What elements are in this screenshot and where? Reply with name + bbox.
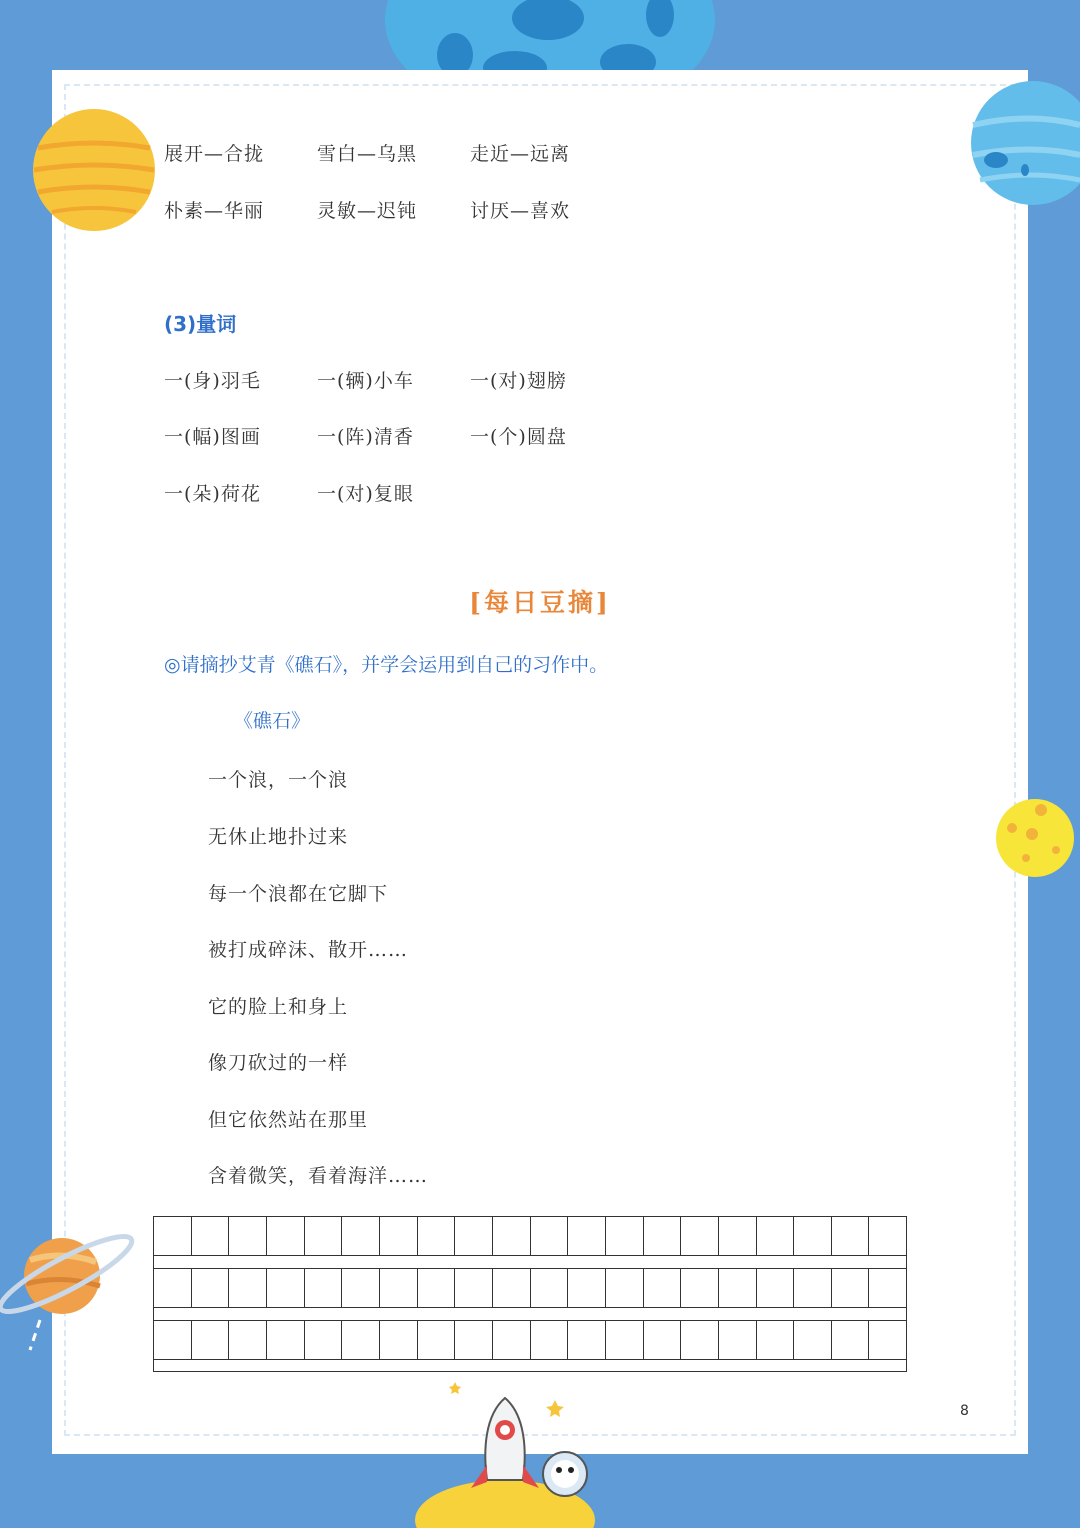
writing-grid-gap [153,1360,907,1372]
antonym-pair: 走近—远离 [470,143,571,165]
writing-cell[interactable] [229,1269,267,1307]
writing-cell[interactable] [757,1217,795,1255]
writing-cell[interactable] [267,1321,305,1359]
writing-cell[interactable] [493,1321,531,1359]
antonym-pair: 雪白—乌黑 [317,143,418,165]
writing-cell[interactable] [757,1321,795,1359]
measure-word: 一(阵)清香 [317,426,414,448]
poem-line: 像刀砍过的一样 [208,1052,349,1074]
measure-word-row [164,422,623,449]
writing-cell[interactable] [493,1269,531,1307]
writing-cell[interactable] [794,1217,832,1255]
yellow-moon-icon [996,798,1076,878]
measure-word: 一(对)翅膀 [470,370,567,392]
poem-line: 无休止地扑过来 [208,826,349,848]
writing-cell[interactable] [418,1269,456,1307]
writing-cell[interactable] [342,1217,380,1255]
writing-cell[interactable] [305,1217,343,1255]
antonym-pair: 展开—合拢 [164,143,265,165]
writing-cell[interactable] [794,1321,832,1359]
antonym-pair: 朴素—华丽 [164,200,265,222]
measure-word: 一(幅)图画 [164,426,261,448]
writing-cell[interactable] [380,1269,418,1307]
poem-line: 它的脸上和身上 [208,996,349,1018]
writing-cell[interactable] [869,1269,907,1307]
writing-cell[interactable] [644,1269,682,1307]
writing-cell[interactable] [531,1321,569,1359]
writing-grid-row [153,1268,907,1308]
writing-grid-row [153,1216,907,1256]
writing-cell[interactable] [154,1321,192,1359]
writing-cell[interactable] [568,1321,606,1359]
writing-cell[interactable] [681,1321,719,1359]
poem-line: 每一个浪都在它脚下 [208,883,389,905]
writing-cell[interactable] [606,1217,644,1255]
writing-cell[interactable] [305,1269,343,1307]
rocket-panda-icon [405,1370,615,1528]
measure-word: 一(朵)荷花 [164,483,261,505]
writing-cell[interactable] [342,1269,380,1307]
writing-cell[interactable] [455,1269,493,1307]
writing-cell[interactable] [832,1217,870,1255]
measure-word: 一(身)羽毛 [164,370,261,392]
writing-cell[interactable] [757,1269,795,1307]
antonym-pair: 讨厌—喜欢 [470,200,571,222]
writing-cell[interactable] [531,1269,569,1307]
excerpt-instruction: ◎请摘抄艾青《礁石》，并学会运用到自己的习作中。 [164,654,609,676]
writing-cell[interactable] [154,1217,192,1255]
writing-cell[interactable] [305,1321,343,1359]
writing-cell[interactable] [832,1321,870,1359]
poem-line: 含着微笑，看着海洋…… [208,1165,429,1187]
writing-cell[interactable] [455,1217,493,1255]
writing-cell[interactable] [267,1217,305,1255]
daily-excerpt-title: [每日豆摘] [469,588,611,617]
writing-cell[interactable] [606,1321,644,1359]
writing-cell[interactable] [869,1321,907,1359]
writing-cell[interactable] [380,1217,418,1255]
sun-planet-icon [32,108,156,232]
writing-cell[interactable] [869,1217,907,1255]
writing-grid-gap [153,1308,907,1320]
writing-cell[interactable] [794,1269,832,1307]
writing-cell[interactable] [455,1321,493,1359]
measure-word-row [164,366,623,393]
writing-cell[interactable] [380,1321,418,1359]
poem-title: 《礁石》 [234,710,311,732]
writing-cell[interactable] [681,1217,719,1255]
writing-cell[interactable] [192,1269,230,1307]
writing-grid-row [153,1320,907,1360]
page-number: 8 [960,1403,969,1419]
writing-cell[interactable] [192,1321,230,1359]
writing-cell[interactable] [681,1269,719,1307]
measure-word-row [164,479,470,506]
writing-cell[interactable] [267,1269,305,1307]
antonym-row [164,139,623,166]
antonym-row [164,196,623,223]
poem-line: 被打成碎沫、散开…… [208,939,409,961]
writing-cell[interactable] [229,1321,267,1359]
writing-cell[interactable] [192,1217,230,1255]
writing-cell[interactable] [719,1269,757,1307]
writing-cell[interactable] [719,1321,757,1359]
ringed-planet-icon [0,1230,140,1360]
writing-grid [153,1216,907,1372]
blue-planet-icon [970,80,1080,206]
writing-cell[interactable] [229,1217,267,1255]
writing-cell[interactable] [531,1217,569,1255]
writing-grid-gap [153,1256,907,1268]
writing-cell[interactable] [418,1217,456,1255]
measure-word: 一(辆)小车 [317,370,414,392]
writing-cell[interactable] [568,1217,606,1255]
writing-cell[interactable] [493,1217,531,1255]
measure-word: 一(对)复眼 [317,483,414,505]
writing-cell[interactable] [719,1217,757,1255]
writing-cell[interactable] [154,1269,192,1307]
poem-line: 一个浪，一个浪 [208,769,349,791]
writing-cell[interactable] [342,1321,380,1359]
poem-line: 但它依然站在那里 [208,1109,369,1131]
writing-cell[interactable] [568,1269,606,1307]
writing-cell[interactable] [832,1269,870,1307]
writing-cell[interactable] [606,1269,644,1307]
measure-word: 一(个)圆盘 [470,426,567,448]
writing-cell[interactable] [418,1321,456,1359]
measure-words-heading: (3)量词 [164,312,237,336]
antonym-pair: 灵敏—迟钝 [317,200,418,222]
writing-cell[interactable] [644,1217,682,1255]
writing-cell[interactable] [644,1321,682,1359]
